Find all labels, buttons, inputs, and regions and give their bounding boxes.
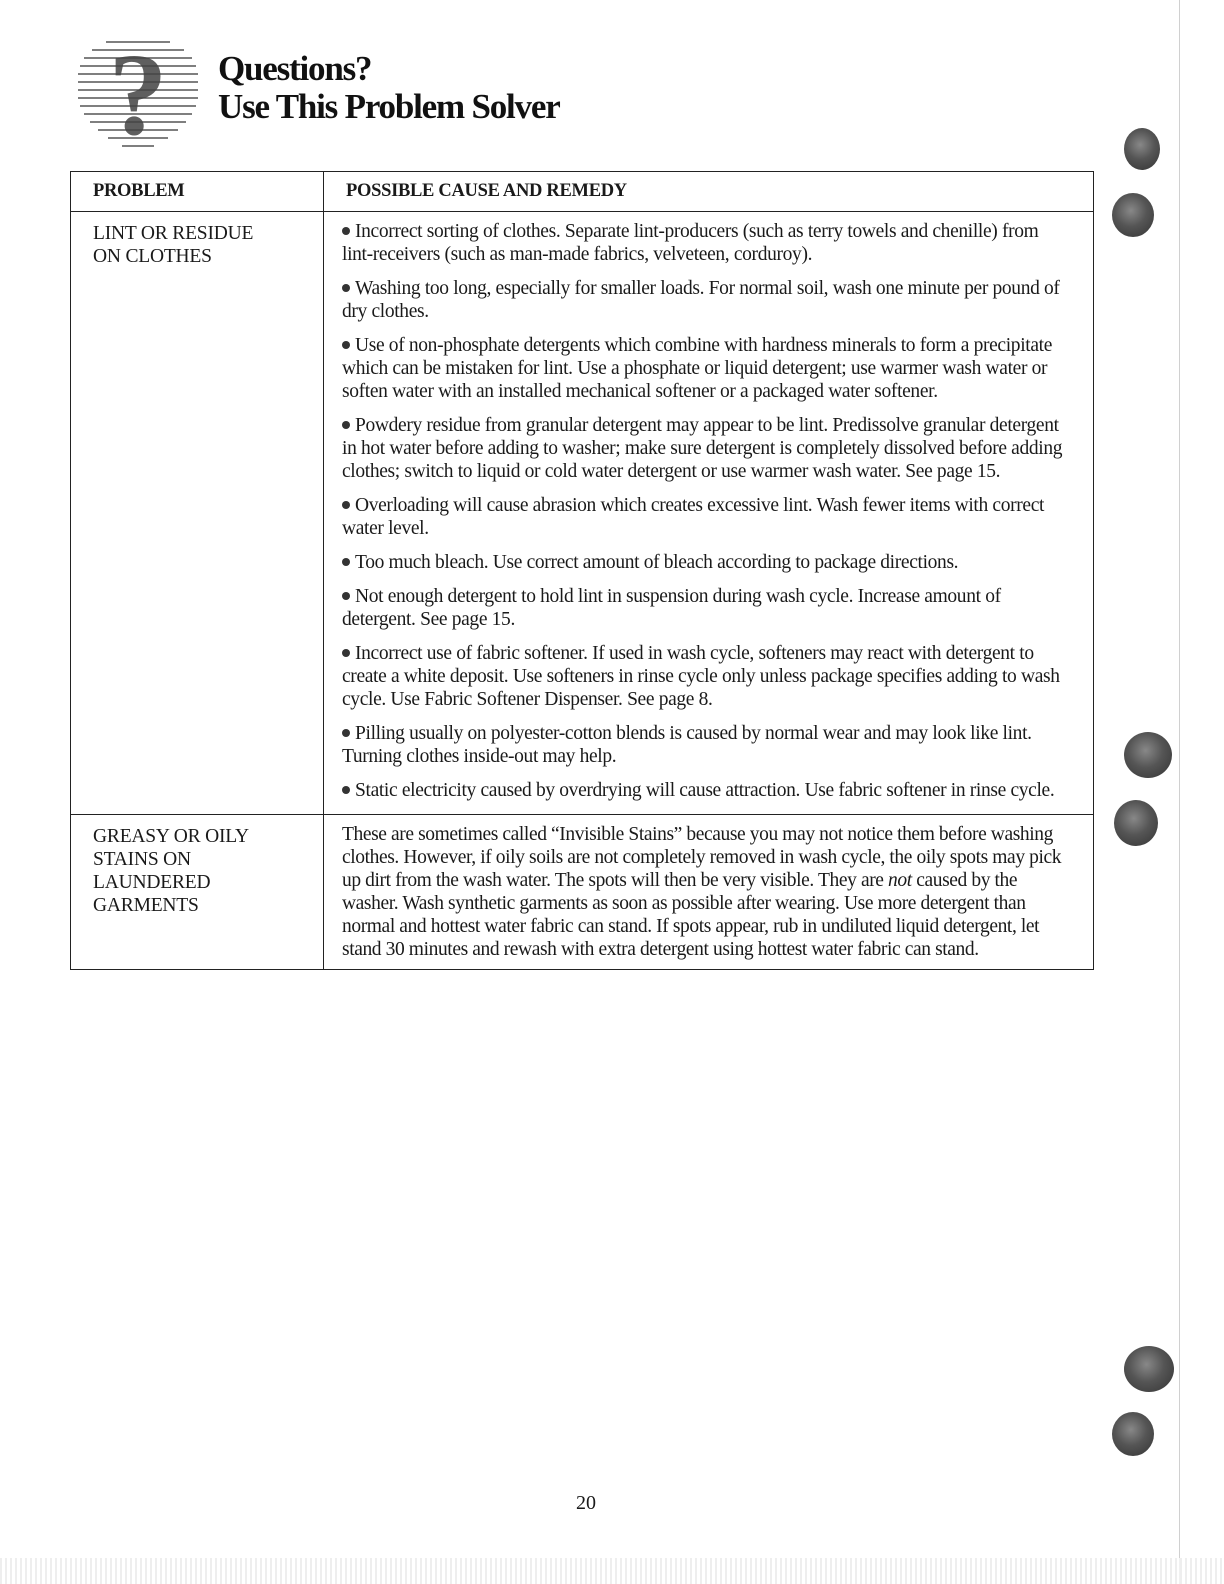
cause-cell: [324, 212, 1094, 815]
cause-text: Incorrect sorting of clothes. Separate lint-producers (such as terry towels and chenille) from lint-receivers (such as man-made fabrics, velveteen, corduroy).: [342, 221, 1039, 265]
cause-item: [342, 277, 1069, 323]
cause-text: Incorrect use of fabric softener. If used in wash cycle, softeners may react with detergent to create a white deposit. Use softeners in rinse cycle only unless package specifies adding to wash cycle. Use Fabric Softener Dispenser. See page 8.: [342, 643, 1060, 710]
cause-text: Use of non-phosphate detergents which combine with hardness minerals to form a precipitate which can be mistaken for lint. Use a phosphate or liquid detergent; use warmer wash water or soften water with an installed mechanical softener or a packaged water softener.: [342, 335, 1053, 402]
problem-cell: [71, 815, 324, 970]
cause-text: Washing too long, especially for smaller loads. For normal soil, wash one minute per pound of dry clothes.: [342, 278, 1060, 322]
cause-text: Powdery residue from granular detergent may appear to be lint. Predissolve granular detergent in hot water before adding to washer; make sure detergent is completely dissolved before adding clothes; switch to liquid or cold water detergent or use warmer wash water. See page 15.: [342, 415, 1063, 482]
cause-item: [342, 414, 1069, 483]
cause-item: [342, 220, 1069, 266]
cause-item: [342, 642, 1069, 711]
problem-line: LINT OR RESIDUE: [93, 223, 254, 244]
stain-text-before: These are sometimes called “Invisible Stains” because you may not notice them before washing clothes. However, if oily soils are not completely removed in wash cycle, the oily spots may pick up dirt from the wash water. The spots will then be very visible. They are: [342, 824, 1062, 891]
bullet-icon: [342, 341, 350, 349]
svg-text:?: ?: [108, 34, 168, 152]
page-title: [218, 50, 560, 126]
problem-cell: [71, 212, 324, 815]
problem-line: LAUNDERED: [93, 872, 211, 893]
cause-item: [342, 551, 1069, 574]
bullet-icon: [342, 284, 350, 292]
problem-column-header: PROBLEM: [71, 172, 324, 212]
table-header-row: [71, 172, 1094, 212]
binder-hole: [1124, 1346, 1174, 1392]
cause-text: Overloading will cause abrasion which creates excessive lint. Wash fewer items with correct water level.: [342, 495, 1045, 539]
binder-hole: [1112, 193, 1154, 237]
cause-text: Too much bleach. Use correct amount of bleach according to package directions.: [355, 552, 959, 573]
cause-item: [342, 494, 1069, 540]
page-number: 20: [576, 1492, 596, 1514]
bullet-icon: [342, 421, 350, 429]
binder-hole: [1112, 1412, 1154, 1456]
problem-line: ON CLOTHES: [93, 246, 212, 267]
stain-text-after: caused by the washer. Wash synthetic garments as soon as possible after wearing. Use more detergent than normal and hottest water fabric can stand. If spots appear, rub in undiluted liquid detergent, let stand 30 minutes and rewash with extra detergent using hottest water fabric can stand.: [342, 870, 1040, 960]
cause-text: Static electricity caused by overdrying will cause attraction. Use fabric softener in rinse cycle.: [355, 780, 1055, 801]
bullet-icon: [342, 227, 350, 235]
scan-bottom-edge: [0, 1558, 1224, 1584]
cause-cell: [324, 815, 1094, 970]
bullet-icon: [342, 786, 350, 794]
problem-line: STAINS ON: [93, 849, 191, 870]
cause-item: [342, 334, 1069, 403]
stain-text-emphasis: not: [888, 870, 912, 891]
cause-item: [342, 722, 1069, 768]
cause-text: Pilling usually on polyester-cotton blends is caused by normal wear and may look like lint. Turning clothes inside-out may help.: [342, 723, 1032, 767]
binder-hole: [1124, 732, 1172, 778]
binder-hole: [1114, 800, 1158, 846]
cause-text: Not enough detergent to hold lint in suspension during wash cycle. Increase amount of detergent. See page 15.: [342, 586, 1001, 630]
bullet-icon: [342, 649, 350, 657]
table-row: [71, 815, 1094, 970]
problem-solver-table: [70, 171, 1094, 970]
table-row: [71, 212, 1094, 815]
scan-edge: [1179, 0, 1224, 1584]
cause-item: [342, 585, 1069, 631]
problem-line: GARMENTS: [93, 895, 199, 916]
bullet-icon: [342, 558, 350, 566]
binder-hole: [1124, 128, 1160, 170]
problem-line: GREASY OR OILY: [93, 826, 249, 847]
bullet-icon: [342, 729, 350, 737]
bullet-icon: [342, 501, 350, 509]
title-line-1: Questions?: [218, 49, 372, 88]
title-line-2: Use This Problem Solver: [218, 87, 560, 126]
cause-item: [342, 779, 1069, 802]
bullet-icon: [342, 592, 350, 600]
question-mark-icon: [78, 34, 198, 152]
cause-column-header: POSSIBLE CAUSE AND REMEDY: [324, 172, 1094, 212]
